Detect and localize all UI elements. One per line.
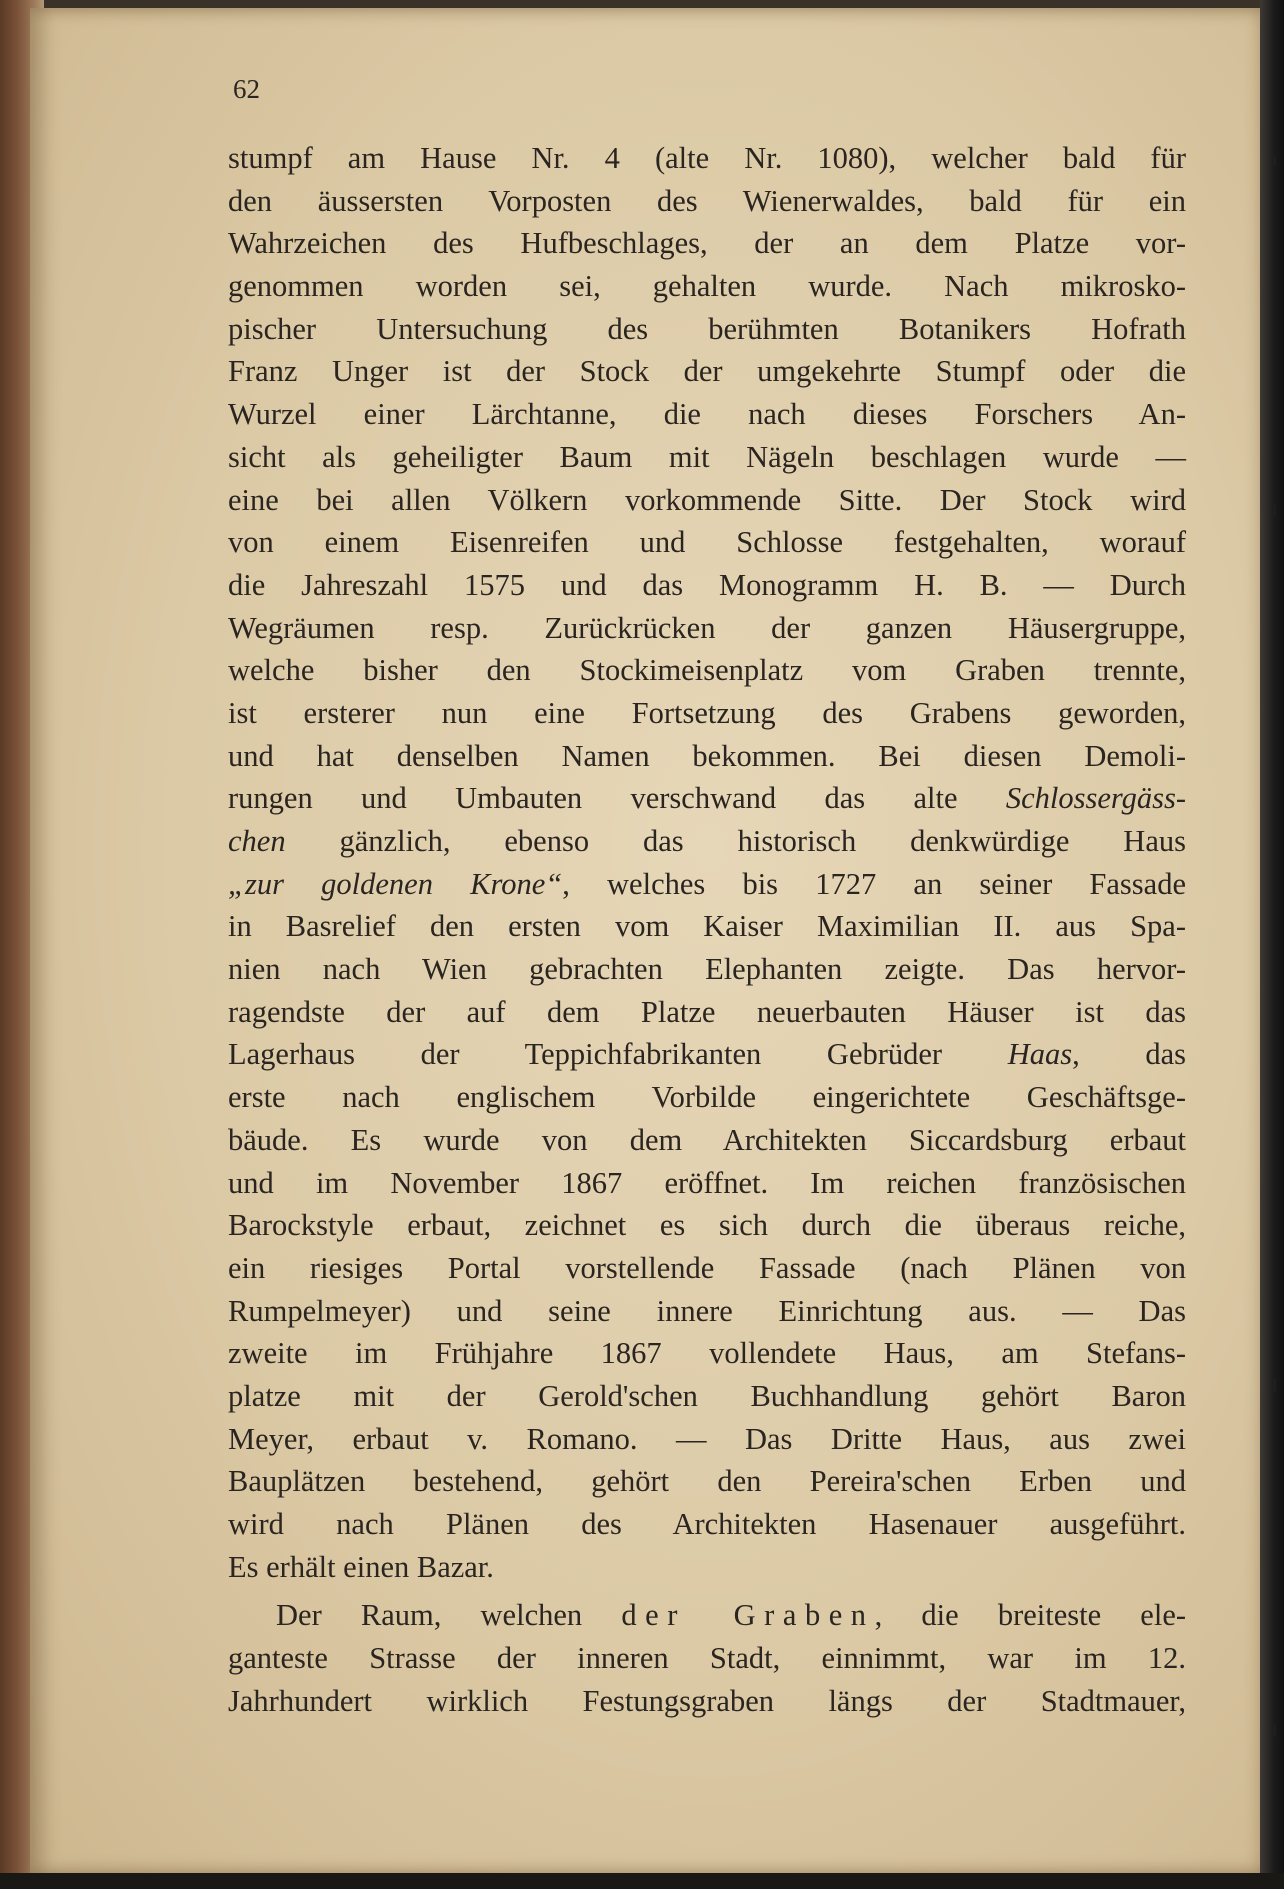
text-line: Rumpelmeyer) und seine innere Einrichtung aus. — Das — [228, 1293, 1186, 1328]
text-line: sicht als geheiligter Baum mit Nägeln beschlagen wurde — — [228, 439, 1186, 474]
italic-term: Haas — [1007, 1037, 1073, 1072]
margin-mark — [1272, 505, 1276, 517]
text-line — [228, 820, 1186, 863]
text-run: gänzlich, ebenso das historisch denkwürdige Haus — [285, 824, 1186, 858]
page-number: 62 — [233, 74, 260, 104]
text-line: Wegräumen resp. Zurückrücken der ganzen Häusergruppe, — [228, 610, 1186, 645]
text-line: ein riesiges Portal vorstellende Fassade (nach Plänen von — [228, 1250, 1186, 1285]
italic-term: chen — [228, 824, 286, 858]
margin-mark — [1272, 1378, 1276, 1392]
text-line — [228, 1033, 1186, 1076]
text-run: Lagerhaus der Teppichfabrikanten Gebrüder — [228, 1037, 1008, 1072]
text-line: Wahrzeichen des Hufbeschlages, der an dem Platze vor- — [228, 226, 1186, 261]
margin-mark — [1272, 156, 1276, 166]
text-line: bäude. Es wurde von dem Architekten Siccardsburg erbaut — [228, 1122, 1186, 1157]
right-page-edge — [1260, 0, 1284, 1889]
text-line: Barockstyle erbaut, zeichnet es sich durch die überaus reiche, — [228, 1208, 1186, 1243]
text-line: Meyer, erbaut v. Romano. — Das Dritte Haus, aus zwei — [228, 1421, 1186, 1456]
text-line: welche bisher den Stockimeisenplatz vom Graben trennte, — [228, 653, 1186, 688]
text-line: ist ersterer nun eine Fortsetzung des Grabens geworden, — [228, 695, 1186, 730]
text-line: Franz Unger ist der Stock der umgekehrte Stumpf oder die — [228, 354, 1186, 389]
text-line: stumpf am Hause Nr. 4 (alte Nr. 1080), welcher bald für — [228, 141, 1186, 175]
text-line: Wurzel einer Lärchtanne, die nach dieses Forschers An- — [228, 397, 1186, 432]
text-line — [228, 1594, 1186, 1637]
text-line: wird nach Plänen des Architekten Hasenauer ausgeführt. — [228, 1507, 1186, 1541]
text-line: erste nach englischem Vorbilde eingerichtete Geschäftsge- — [228, 1080, 1186, 1115]
text-line — [228, 863, 1186, 906]
spaced-term: der Graben — [621, 1598, 875, 1633]
text-line: platze mit der Gerold'schen Buchhandlung gehört Baron — [228, 1378, 1186, 1413]
text-line: zweite im Frühjahre 1867 vollendete Haus, am Stefans- — [228, 1336, 1186, 1371]
text-run: , die breiteste ele- — [874, 1598, 1187, 1633]
body-text — [228, 137, 1186, 1722]
text-line: Bauplätzen bestehend, gehört den Pereira'schen Erben und — [228, 1464, 1186, 1499]
bottom-edge — [0, 1873, 1284, 1889]
text-line: und hat denselben Namen bekommen. Bei diesen Demoli- — [228, 738, 1186, 773]
text-run: rungen und Umbauten verschwand das alte — [228, 781, 1006, 816]
text-line: ganteste Strasse der inneren Stadt, einnimmt, war im 12. — [228, 1641, 1186, 1676]
text-line: den äussersten Vorposten des Wienerwaldes, bald für ein — [228, 183, 1186, 218]
text-line: Es erhält einen Bazar. — [228, 1549, 494, 1584]
text-line: pischer Untersuchung des berühmten Botanikers Hofrath — [228, 311, 1186, 346]
text-line: und im November 1867 eröffnet. Im reichen französischen — [228, 1165, 1186, 1200]
text-line: von einem Eisenreifen und Schlosse festgehalten, worauf — [228, 525, 1186, 560]
margin-mark — [1272, 1725, 1276, 1737]
text-run: Der Raum, welchen — [276, 1598, 622, 1633]
text-line: eine bei allen Völkern vorkommende Sitte. Der Stock wird — [228, 482, 1186, 517]
text-line: Jahrhundert wirklich Festungsgraben längs der Stadtmauer, — [228, 1683, 1186, 1718]
text-run: , welches bis 1727 an seiner Fassade — [562, 866, 1186, 901]
italic-term: „zur goldenen Krone“ — [228, 866, 563, 901]
text-line: die Jahreszahl 1575 und das Monogramm H. B. — Durch — [228, 567, 1186, 602]
text-line: in Basrelief den ersten vom Kaiser Maximilian II. aus Spa- — [228, 909, 1186, 944]
top-edge — [0, 0, 1284, 8]
text-line: ragendste der auf dem Platze neuerbauten Häuser ist das — [228, 994, 1186, 1029]
text-run: , das — [1072, 1037, 1186, 1072]
text-line — [228, 777, 1186, 820]
text-line: nien nach Wien gebrachten Elephanten zeigte. Das hervor- — [228, 952, 1186, 987]
text-line: genommen worden sei, gehalten wurde. Nach mikrosko- — [228, 269, 1186, 304]
italic-term: Schlossergäss- — [1005, 781, 1186, 816]
